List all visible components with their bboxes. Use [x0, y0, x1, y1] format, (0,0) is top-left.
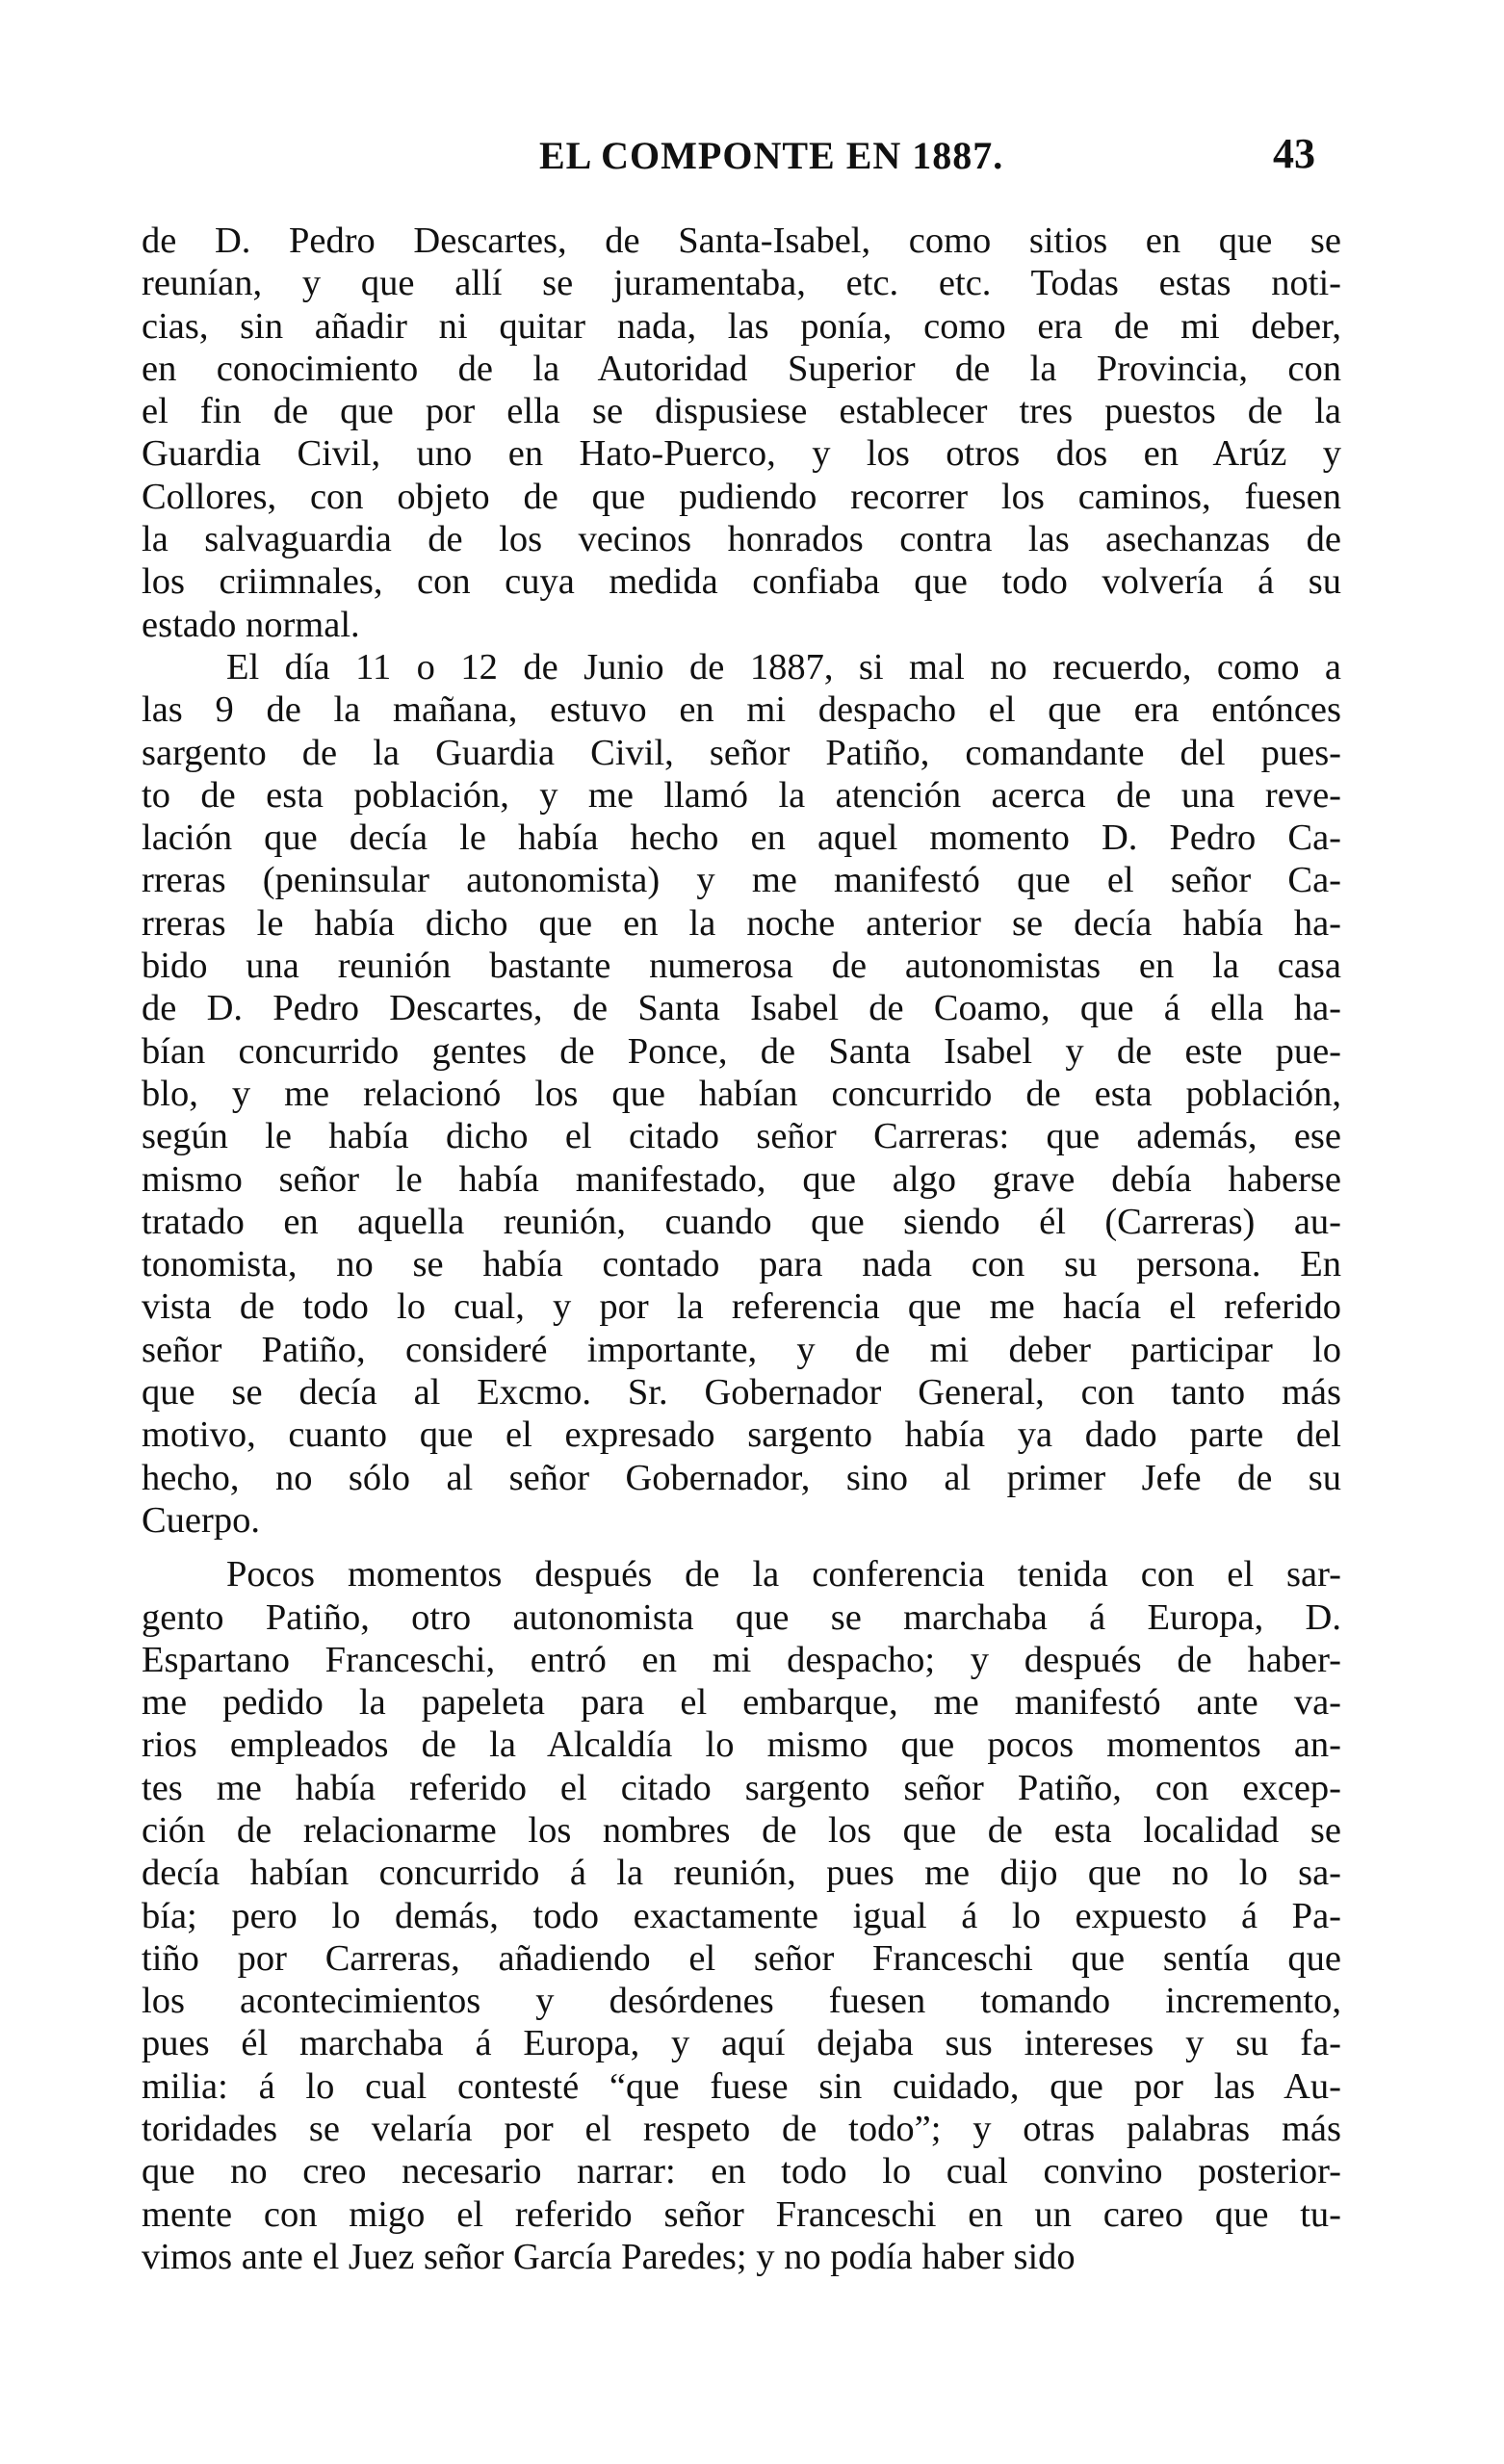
text-line: decía habían concurrido á la reunión, pues me dijo que no lo sa- — [142, 1853, 1341, 1894]
text-line: sargento de la Guardia Civil, señor Patiño, comandante del pues- — [142, 732, 1341, 773]
running-header — [0, 130, 1504, 191]
page-number: 43 — [1273, 130, 1315, 177]
text-line: vista de todo lo cual, y por la referencia que me hacía el referido — [142, 1286, 1341, 1328]
text-line: según le había dicho el citado señor Carreras: que además, ese — [142, 1116, 1341, 1157]
text-line: bían concurrido gentes de Ponce, de Santa Isabel y de este pue- — [142, 1030, 1341, 1072]
text-line: los acontecimientos y desórdenes fuesen tomando incremento, — [142, 1981, 1341, 2022]
text-line: hecho, no sólo al señor Gobernador, sino al primer Jefe de su — [142, 1457, 1341, 1498]
text-line: ción de relacionarme los nombres de los que de esta localidad se — [142, 1809, 1341, 1851]
text-line: Espartano Franceschi, entró en mi despacho; y después de haber- — [142, 1639, 1341, 1680]
text-line: Pocos momentos después de la conferencia tenida con el sar- — [226, 1554, 1341, 1595]
text-line: Guardia Civil, uno en Hato-Puerco, y los otros dos en Arúz y — [142, 433, 1341, 475]
running-title: EL COMPONTE EN 1887. — [539, 134, 1004, 177]
text-line: bía; pero lo demás, todo exactamente igual á lo expuesto á Pa- — [142, 1895, 1341, 1936]
text-line: gento Patiño, otro autonomista que se marchaba á Europa, D. — [142, 1596, 1341, 1638]
text-line: rreras (peninsular autonomista) y me manifestó que el señor Ca- — [142, 860, 1341, 901]
text-line: bido una reunión bastante numerosa de autonomistas en la casa — [142, 946, 1341, 987]
text-line: tratado en aquella reunión, cuando que siendo él (Carreras) au- — [142, 1201, 1341, 1242]
body-text — [142, 220, 1341, 2278]
text-line: tes me había referido el citado sargento señor Patiño, con excep- — [142, 1767, 1341, 1808]
text-line: to de esta población, y me llamó la atención acerca de una reve- — [142, 774, 1341, 816]
text-line: mente con migo el referido señor Franceschi en un careo que tu- — [142, 2193, 1341, 2235]
text-line: Collores, con objeto de que pudiendo recorrer los caminos, fuesen — [142, 476, 1341, 517]
text-line: blo, y me relacionó los que habían concurrido de esta población, — [142, 1073, 1341, 1114]
text-line: de D. Pedro Descartes, de Santa Isabel de Coamo, que á ella ha- — [142, 988, 1341, 1029]
text-line: el fin de que por ella se dispusiese establecer tres puestos de la — [142, 391, 1341, 432]
paragraph-continued — [142, 220, 1341, 646]
text-line: vimos ante el Juez señor García Paredes; y no podía haber sido — [142, 2236, 1076, 2277]
text-line: Cuerpo. — [142, 1499, 260, 1541]
text-line: mismo señor le había manifestado, que algo grave debía haberse — [142, 1158, 1341, 1200]
text-line: los criimnales, con cuya medida confiaba que todo volvería á su — [142, 561, 1341, 603]
text-line: cias, sin añadir ni quitar nada, las ponía, como era de mi deber, — [142, 305, 1341, 347]
text-line: que no creo necesario narrar: en todo lo cual convino posterior- — [142, 2151, 1341, 2192]
text-line: toridades se velaría por el respeto de todo”; y otras palabras más — [142, 2109, 1341, 2150]
text-line: rios empleados de la Alcaldía lo mismo que pocos momentos an- — [142, 1725, 1341, 1766]
text-line: pues él marchaba á Europa, y aquí dejaba sus intereses y su fa- — [142, 2023, 1341, 2064]
paragraph-junio-1887 — [142, 646, 1341, 1542]
text-line: la salvaguardia de los vecinos honrados contra las asechanzas de — [142, 519, 1341, 560]
text-line: tonomista, no se había contado para nada con su persona. En — [142, 1244, 1341, 1285]
text-line: de D. Pedro Descartes, de Santa-Isabel, como sitios en que se — [142, 220, 1341, 261]
text-line: rreras le había dicho que en la noche anterior se decía había ha- — [142, 902, 1341, 944]
text-line: reunían, y que allí se juramentaba, etc. etc. Todas estas noti- — [142, 263, 1341, 304]
text-line: estado normal. — [142, 604, 360, 645]
text-line: señor Patiño, consideré importante, y de mi deber participar lo — [142, 1329, 1341, 1370]
text-line: me pedido la papeleta para el embarque, me manifestó ante va- — [142, 1682, 1341, 1724]
text-line: las 9 de la mañana, estuvo en mi despacho el que era entónces — [142, 689, 1341, 731]
text-line: tiño por Carreras, añadiendo el señor Franceschi que sentía que — [142, 1937, 1341, 1979]
text-line: que se decía al Excmo. Sr. Gobernador General, con tanto más — [142, 1372, 1341, 1414]
text-line: en conocimiento de la Autoridad Superior de la Provincia, con — [142, 348, 1341, 389]
text-line: El día 11 o 12 de Junio de 1887, si mal no recuerdo, como a — [226, 646, 1341, 687]
paragraph-pocos-momentos — [142, 1553, 1341, 2278]
text-line: motivo, cuanto que el expresado sargento había ya dado parte del — [142, 1414, 1341, 1456]
text-line: milia: á lo cual contesté “que fuese sin cuidado, que por las Au- — [142, 2065, 1341, 2107]
text-line: lación que decía le había hecho en aquel momento D. Pedro Ca- — [142, 817, 1341, 859]
